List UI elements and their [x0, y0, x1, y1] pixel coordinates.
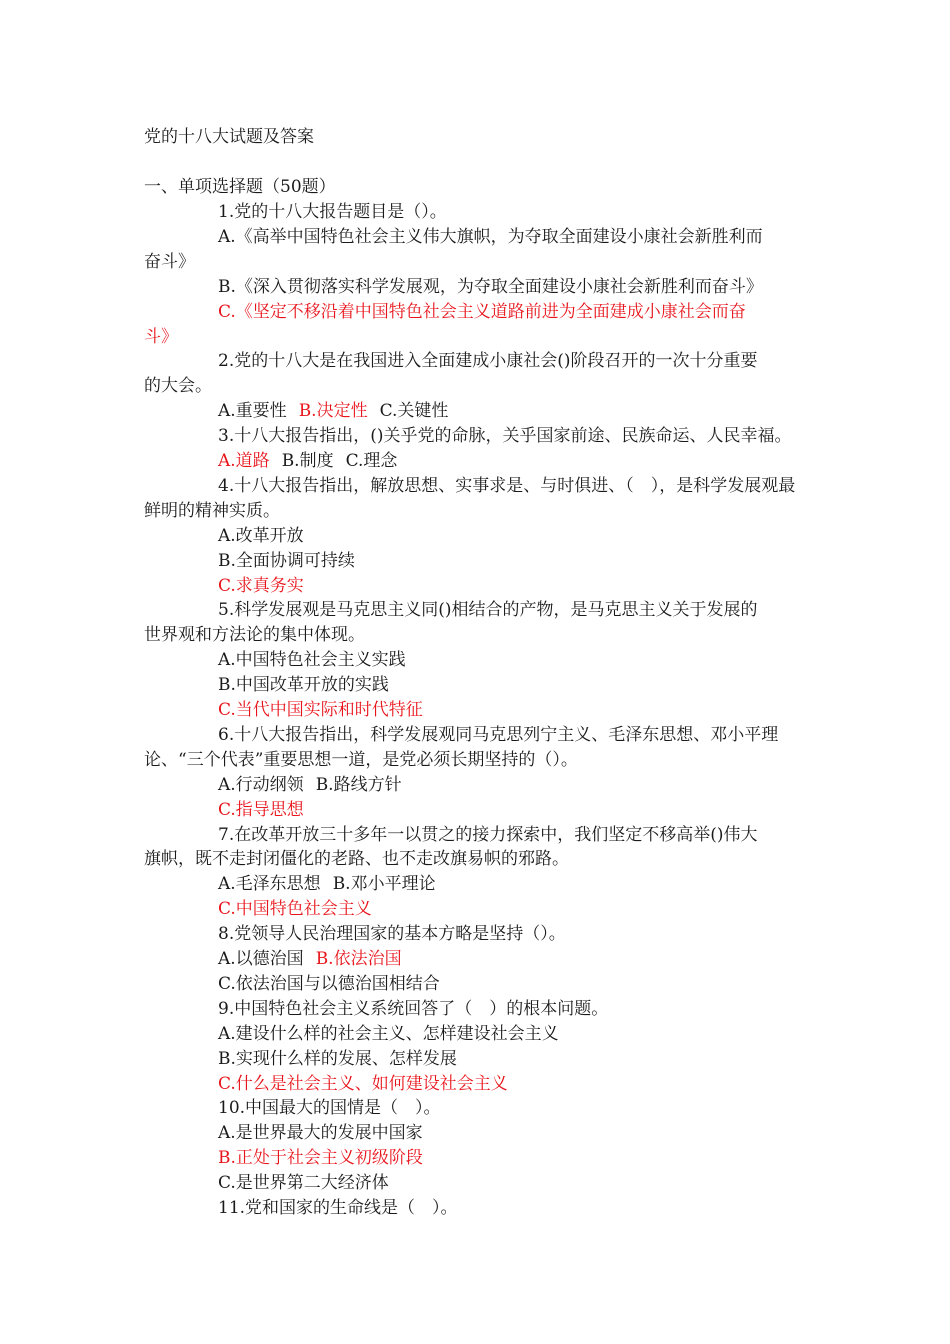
question-line: 5.科学发展观是马克思主义同()相结合的产物，是马克思主义关于发展的 [218, 600, 758, 620]
option: C.关键性 [379, 401, 449, 421]
question-line: A.建设什么样的社会主义、怎样建设社会主义 [218, 1024, 559, 1044]
answer-line: B.正处于社会主义初级阶段 [218, 1148, 423, 1168]
option: C.理念 [345, 451, 398, 471]
section-heading: 一、单项选择题（50题） [144, 177, 336, 197]
option: B.路线方针 [315, 775, 402, 795]
options-row [218, 773, 402, 797]
question-line: A.中国特色社会主义实践 [218, 650, 406, 670]
doc-title: 党的十八大试题及答案 [144, 127, 314, 147]
option: A.毛泽东思想 [218, 874, 321, 894]
question-line: A.《高举中国特色社会主义伟大旗帜，为夺取全面建设小康社会新胜利而 [218, 227, 763, 247]
question-line: 6.十八大报告指出，科学发展观同马克思列宁主义、毛泽东思想、邓小平理 [218, 725, 779, 745]
question-line: C.是世界第二大经济体 [218, 1173, 389, 1193]
question-line: 8.党领导人民治理国家的基本方略是坚持（）。 [218, 924, 566, 944]
question-line: 世界观和方法论的集中体现。 [144, 625, 365, 645]
question-line: 的大会。 [144, 376, 212, 396]
option: A.重要性 [218, 401, 287, 421]
answer-line: C.中国特色社会主义 [218, 899, 372, 919]
question-line: 11.党和国家的生命线是（ ）。 [218, 1198, 458, 1218]
question-line: 旗帜，既不走封闭僵化的老路、也不走改旗易帜的邪路。 [144, 849, 569, 869]
question-line: B.全面协调可持续 [218, 551, 355, 571]
answer-line: C.什么是社会主义、如何建设社会主义 [218, 1074, 508, 1094]
question-line: B.实现什么样的发展、怎样发展 [218, 1049, 457, 1069]
answer-line: C.求真务实 [218, 576, 304, 596]
option: B.邓小平理论 [332, 874, 436, 894]
answer-line: 斗》 [144, 327, 178, 347]
question-line: 4.十八大报告指出，解放思想、实事求是、与时俱进、（ ），是科学发展观最 [218, 476, 796, 496]
question-line: C.依法治国与以德治国相结合 [218, 974, 440, 994]
option: B.制度 [281, 451, 334, 471]
answer-line: C.指导思想 [218, 800, 304, 820]
question-line: A.改革开放 [218, 526, 304, 546]
question-line: 7.在改革开放三十多年一以贯之的接力探索中，我们坚定不移高举()伟大 [218, 825, 758, 845]
question-line: 2.党的十八大是在我国进入全面建成小康社会()阶段召开的一次十分重要 [218, 351, 758, 371]
question-line: 9.中国特色社会主义系统回答了（ ）的根本问题。 [218, 999, 609, 1019]
question-line: 奋斗》 [144, 252, 195, 272]
correct-option: B.决定性 [298, 401, 368, 421]
question-line: 鲜明的精神实质。 [144, 501, 280, 521]
correct-option: A.道路 [218, 451, 270, 471]
question-line: 10.中国最大的国情是（ ）。 [218, 1098, 441, 1118]
question-line: 1.党的十八大报告题目是（）。 [218, 202, 447, 222]
option: A.行动纲领 [218, 775, 304, 795]
options-row [218, 872, 436, 896]
question-line: B.《深入贯彻落实科学发展观，为夺取全面建设小康社会新胜利而奋斗》 [218, 277, 763, 297]
question-line: 论、“三个代表”重要思想一道，是党必须长期坚持的（）。 [144, 750, 578, 770]
question-line: 3.十八大报告指出，()关乎党的命脉，关乎国家前途、民族命运、人民幸福。 [218, 426, 792, 446]
options-row [218, 449, 397, 473]
answer-line: C.当代中国实际和时代特征 [218, 700, 423, 720]
option: A.以德治国 [218, 949, 304, 969]
question-line: A.是世界最大的发展中国家 [218, 1123, 423, 1143]
question-line: B.中国改革开放的实践 [218, 675, 389, 695]
options-row [218, 399, 448, 423]
correct-option: B.依法治国 [315, 949, 402, 969]
options-row [218, 947, 402, 971]
answer-line: C.《坚定不移沿着中国特色社会主义道路前进为全面建成小康社会而奋 [218, 302, 746, 322]
